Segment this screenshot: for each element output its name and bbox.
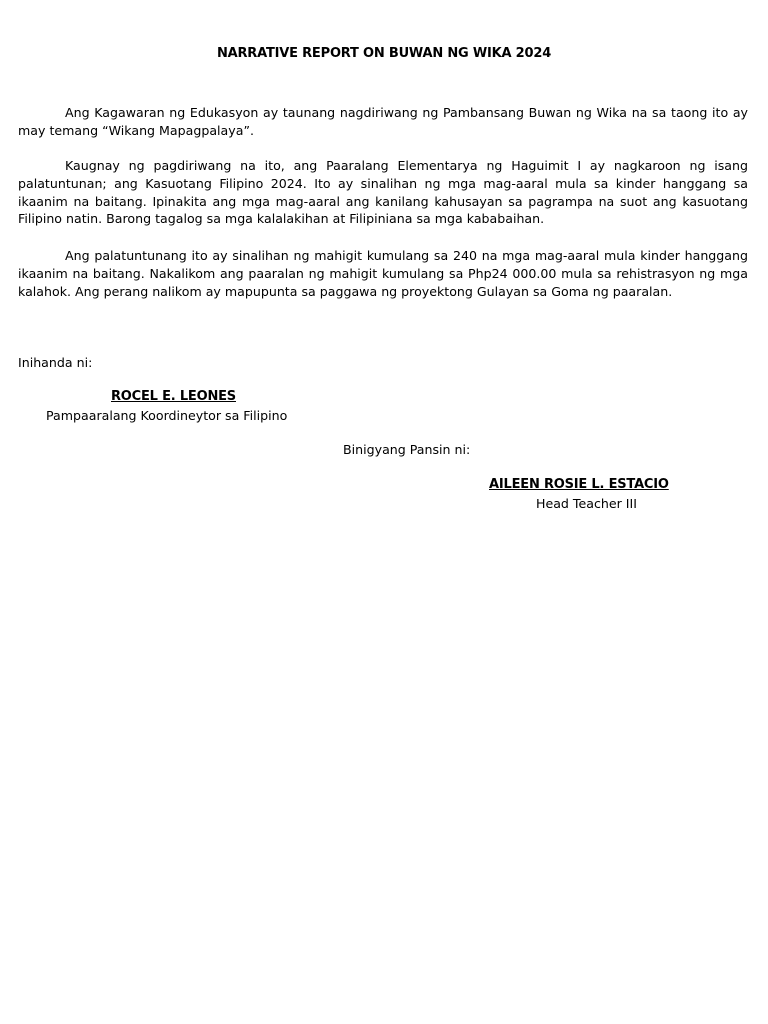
prepared-by-name: ROCEL E. LEONES: [111, 389, 236, 404]
document-title: NARRATIVE REPORT ON BUWAN NG WIKA 2024: [216, 46, 552, 61]
paragraph-1: Ang Kagawaran ng Edukasyon ay taunang nagdiriwang ng Pambansang Buwan ng Wika na sa taong ito ay may temang “Wikang Mapagpalaya”.: [18, 105, 748, 138]
noted-by-role: Head Teacher III: [536, 496, 637, 511]
noted-by-label: Binigyang Pansin ni:: [343, 442, 471, 457]
noted-by-name: AILEEN ROSIE L. ESTACIO: [489, 477, 669, 492]
prepared-by-role: Pampaaralang Koordineytor sa Filipino: [46, 408, 288, 423]
prepared-by-label: Inihanda ni:: [18, 355, 93, 370]
paragraph-3: Ang palatuntunang ito ay sinalihan ng mahigit kumulang sa 240 na mga mag-aaral mula kinder hanggang ikaanim na baitang. Nakalikom ang paaralan ng mahigit kumulang sa Php24 000.00 mula sa rehistrasyon ng mga kalahok. Ang perang nalikom ay mapupunta sa paggawa ng proyektong Gulayan sa Goma ng paaralan.: [18, 248, 748, 299]
paragraph-2: Kaugnay ng pagdiriwang na ito, ang Paaralang Elementarya ng Haguimit I ay nagkaroon ng isang palatuntunan; ang Kasuotang Filipino 2024. Ito ay sinalihan ng mga mag-aaral mula sa kinder hanggang sa ikaanim na baitang. Ipinakita ang mga mag-aaral ang kanilang kahusayan sa pagrampa na suot ang kasuotang Filipino natin. Barong tagalog sa mga kalalakihan at Filipiniana sa mga kababaihan.: [18, 158, 748, 227]
